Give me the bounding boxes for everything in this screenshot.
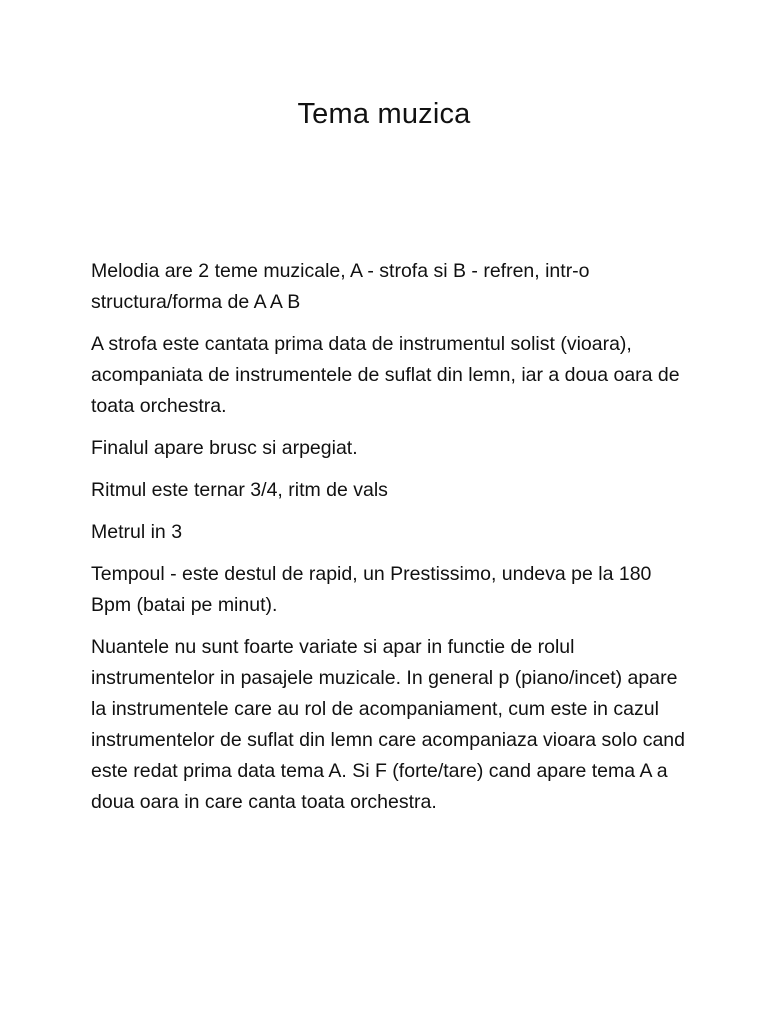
document-body (91, 256, 691, 829)
document-title: Tema muzica (297, 98, 471, 130)
paragraph-structure: Melodia are 2 teme muzicale, A - strofa si B - refren, intr-o structura/forma de A A B (91, 260, 590, 313)
paragraph-strofa: A strofa este cantata prima data de instrumentul solist (vioara), acompaniata de instrumentele de suflat din lemn, iar a doua oara de toata orchestra. (91, 333, 680, 417)
paragraph-nuante: Nuantele nu sunt foarte variate si apar in functie de rolul instrumentelor in pasajele muzicale. In general p (piano/incet) apare la instrumentele care au rol de acompaniament, cum este in cazul instrumentelor de suflat din lemn care acompaniaza vioara solo cand este redat prima data tema A. Si F (forte/tare) cand apare tema A a doua oara in care canta toata orchestra. (91, 636, 685, 813)
paragraph-ritm: Ritmul este ternar 3/4, ritm de vals (91, 479, 388, 501)
paragraph-tempo: Tempoul - este destul de rapid, un Prestissimo, undeva pe la 180 Bpm (batai pe minut). (91, 563, 652, 616)
paragraph-final: Finalul apare brusc si arpegiat. (91, 437, 358, 459)
paragraph-metru: Metrul in 3 (91, 521, 183, 543)
